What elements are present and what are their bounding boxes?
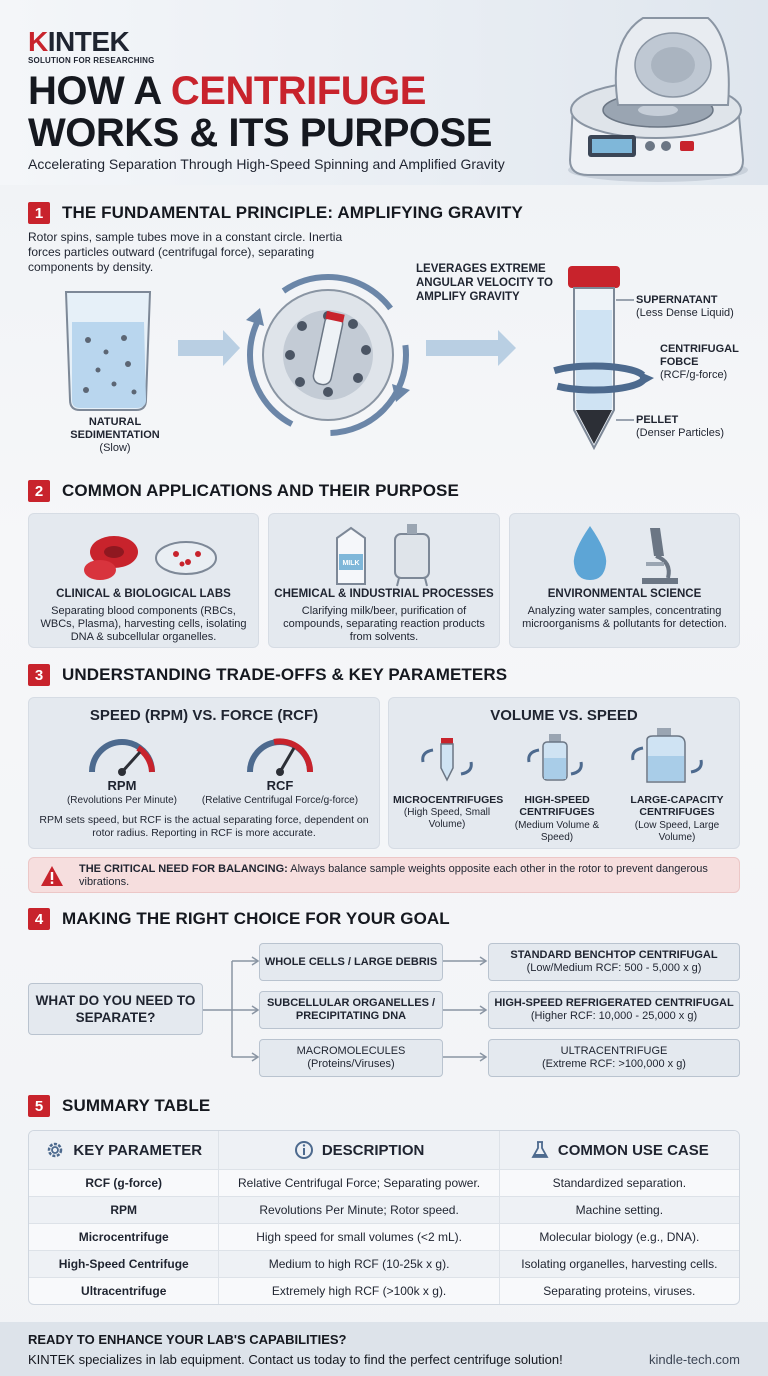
- volume-item-sub: (Low Speed, Large Volume): [634, 820, 720, 843]
- header-cell: COMMON USE CASE: [500, 1131, 739, 1169]
- blood-cells-icon: [74, 524, 224, 588]
- need-sub: (Proteins/Viruses): [307, 1058, 395, 1070]
- table-cell: Extremely high RCF (>100k x g).: [218, 1278, 499, 1304]
- section-number-badge: 1: [28, 202, 50, 224]
- section-title: THE FUNDAMENTAL PRINCIPLE: AMPLIFYING GRAVITY: [62, 203, 523, 222]
- header-cell: DESCRIPTION: [218, 1131, 499, 1169]
- water-drop-microscope-icon: [560, 520, 690, 588]
- card-title: ENVIRONMENTAL SCIENCE: [547, 588, 702, 600]
- table-cell: Separating proteins, viruses.: [543, 1284, 696, 1298]
- section-3-heading: [28, 663, 507, 687]
- card-text: Analyzing water samples, concentrating microorganisms & pollutants for detection.: [522, 605, 727, 630]
- centrifugal-force-label: CENTRIFUGAL FOBCE (RCF/g-force): [660, 343, 739, 381]
- result-box: [488, 1039, 740, 1077]
- section-number-badge: 3: [28, 664, 50, 686]
- footer-link[interactable]: kindle-tech.com: [648, 1352, 740, 1367]
- rcf-sub: (Relative Centrifugal Force/g-force): [201, 795, 359, 806]
- card-text: Clarifying milk/beer, purification of compounds, separating reaction products from solvents.: [283, 605, 485, 643]
- table-cell: Relative Centrifugal Force; Separating power.: [218, 1170, 499, 1196]
- table-cell: High-Speed Centrifuge: [58, 1257, 189, 1271]
- footer: [0, 1322, 768, 1376]
- need-box: [259, 943, 443, 981]
- result-sub: (Low/Medium RCF: 500 - 5,000 x g): [526, 962, 702, 974]
- page-title: HOW A CENTRIFUGE WORKS & ITS PURPOSE: [28, 69, 492, 155]
- rcf-label: RCF: [266, 778, 294, 793]
- tagline: SOLUTION FOR RESEARCHING: [28, 56, 155, 65]
- milk-carton-text: MILK: [342, 560, 360, 567]
- beaker-icon: [66, 292, 150, 410]
- section-2-heading: [28, 479, 459, 503]
- panel-title: VOLUME VS. SPEED: [490, 707, 638, 724]
- centrifuge-machine-icon: [548, 10, 758, 190]
- arrow-right-icon: [426, 330, 516, 366]
- card-text: Separating blood components (RBCs, WBCs, Plasma), harvesting cells, isolating DNA & subcellular organelles.: [40, 605, 247, 643]
- arrow-right-icon: [178, 330, 240, 366]
- pellet-label: PELLET (Denser Particles): [636, 414, 725, 439]
- result-box: [488, 991, 740, 1029]
- application-card-environmental: [509, 513, 740, 648]
- section-number-badge: 5: [28, 1095, 50, 1117]
- volume-item-sub: (High Speed, Small Volume): [403, 807, 491, 830]
- table-cell: RCF (g-force): [85, 1176, 163, 1190]
- table-row: [29, 1196, 739, 1223]
- result-title: ULTRACENTRIFUGE: [560, 1045, 668, 1057]
- rpm-label: RPM: [107, 778, 137, 793]
- logo: KINTEK: [28, 26, 130, 57]
- rpm-gauge-icon: [86, 730, 158, 776]
- result-title: HIGH-SPEED REFRIGERATED CENTRIFUGAL: [494, 997, 734, 1009]
- rotor-icon: [246, 277, 410, 433]
- table-header-row: [29, 1131, 739, 1169]
- principle-description: Rotor spins, sample tubes move in a constant circle. Inertia forces particles outward (centrifugal force), separating components by density.: [28, 230, 343, 274]
- need-box: [259, 991, 443, 1029]
- warning-icon: [39, 864, 65, 888]
- section-4-heading: [28, 907, 450, 931]
- balancing-warning: [28, 857, 740, 893]
- milk-and-vessel-icon: [325, 520, 445, 588]
- flask-icon: [530, 1140, 550, 1160]
- section-title: COMMON APPLICATIONS AND THEIR PURPOSE: [62, 481, 459, 500]
- result-title: STANDARD BENCHTOP CENTRIFUGAL: [510, 949, 718, 961]
- volume-item-title: HIGH-SPEED CENTRIFUGES: [519, 794, 595, 818]
- table-cell: Microcentrifuge: [78, 1230, 169, 1244]
- table-row: [29, 1223, 739, 1250]
- warning-text: THE CRITICAL NEED FOR BALANCING: Always balance sample weights opposite each other in the rotor to prevent dangerous vibrations.: [79, 863, 708, 888]
- section-title: UNDERSTANDING TRADE-OFFS & KEY PARAMETERS: [62, 665, 508, 684]
- result-sub: (Higher RCF: 10,000 - 25,000 x g): [530, 1010, 698, 1022]
- volume-vs-speed-panel: [388, 697, 740, 849]
- table-cell: RPM: [110, 1203, 138, 1217]
- table-cell: Machine setting.: [575, 1203, 664, 1217]
- volume-item-title: LARGE-CAPACITY CENTRIFUGES: [630, 794, 724, 818]
- section-number-badge: 2: [28, 480, 50, 502]
- summary-table: [28, 1130, 740, 1305]
- need-title: MACROMOLECULES: [296, 1045, 406, 1057]
- high-speed-bottle-icon: [525, 732, 585, 786]
- section-title: MAKING THE RIGHT CHOICE FOR YOUR GOAL: [62, 909, 450, 928]
- section-1-heading: [28, 201, 523, 225]
- card-title: CLINICAL & BIOLOGICAL LABS: [56, 588, 231, 600]
- result-sub: (Extreme RCF: >100,000 x g): [542, 1058, 686, 1070]
- panel-title: SPEED (RPM) VS. FORCE (RCF): [89, 707, 319, 724]
- panel-note: RPM sets speed, but RCF is the actual separating force, dependent on rotor radius. Reporting in RCF is more accurate.: [39, 814, 369, 839]
- gear-icon: [45, 1140, 65, 1160]
- application-card-clinical: [28, 513, 259, 648]
- result-box: [488, 943, 740, 981]
- section-number-badge: 4: [28, 908, 50, 930]
- page-subtitle: Accelerating Separation Through High-Speed Spinning and Amplified Gravity: [28, 156, 505, 172]
- table-row: [29, 1277, 739, 1304]
- volume-item-sub: (Medium Volume & Speed): [514, 820, 600, 843]
- rpm-sub: (Revolutions Per Minute): [66, 795, 178, 806]
- table-row: [29, 1250, 739, 1277]
- need-title: WHOLE CELLS / LARGE DEBRIS: [264, 955, 438, 968]
- info-icon: [294, 1140, 314, 1160]
- need-title: SUBCELLULAR ORGANELLES / PRECIPITATING DNA: [266, 997, 436, 1022]
- table-cell: High speed for small volumes (<2 mL).: [218, 1224, 499, 1250]
- application-card-chemical: [268, 513, 500, 648]
- natural-sedimentation-label: NATURAL SEDIMENTATION (Slow): [70, 416, 160, 454]
- need-box: [259, 1039, 443, 1077]
- header: [0, 0, 768, 185]
- table-cell: Ultracentrifuge: [81, 1284, 167, 1298]
- section-title: SUMMARY TABLE: [62, 1096, 211, 1115]
- table-cell: Revolutions Per Minute; Rotor speed.: [218, 1197, 499, 1223]
- footer-title: READY TO ENHANCE YOUR LAB'S CAPABILITIES?: [28, 1332, 347, 1347]
- microcentrifuge-tube-icon: [419, 736, 475, 786]
- angular-velocity-quote: LEVERAGES EXTREME ANGULAR VELOCITY TO AMPLIFY GRAVITY: [416, 263, 553, 303]
- rcf-gauge-icon: [244, 730, 316, 776]
- table-row: [29, 1169, 739, 1196]
- table-cell: Molecular biology (e.g., DNA).: [539, 1230, 700, 1244]
- card-title: CHEMICAL & INDUSTRIAL PROCESSES: [274, 588, 494, 600]
- decision-question-box: [28, 983, 203, 1035]
- table-cell: Standardized separation.: [552, 1176, 687, 1190]
- volume-item-title: MICROCENTRIFUGES: [393, 794, 504, 806]
- table-cell: Isolating organelles, harvesting cells.: [521, 1257, 718, 1271]
- section-5-heading: [28, 1094, 210, 1118]
- table-cell: Medium to high RCF (10-25k x g).: [218, 1251, 499, 1277]
- footer-text: KINTEK specializes in lab equipment. Contact us today to find the perfect centrifuge solution!: [28, 1352, 563, 1367]
- speed-vs-force-panel: [28, 697, 380, 849]
- large-capacity-bottle-icon: [629, 726, 705, 788]
- header-cell: KEY PARAMETER: [29, 1131, 218, 1169]
- supernatant-label: SUPERNATANT (Less Dense Liquid): [636, 294, 734, 319]
- decision-question: WHAT DO YOU NEED TO SEPARATE?: [35, 993, 196, 1025]
